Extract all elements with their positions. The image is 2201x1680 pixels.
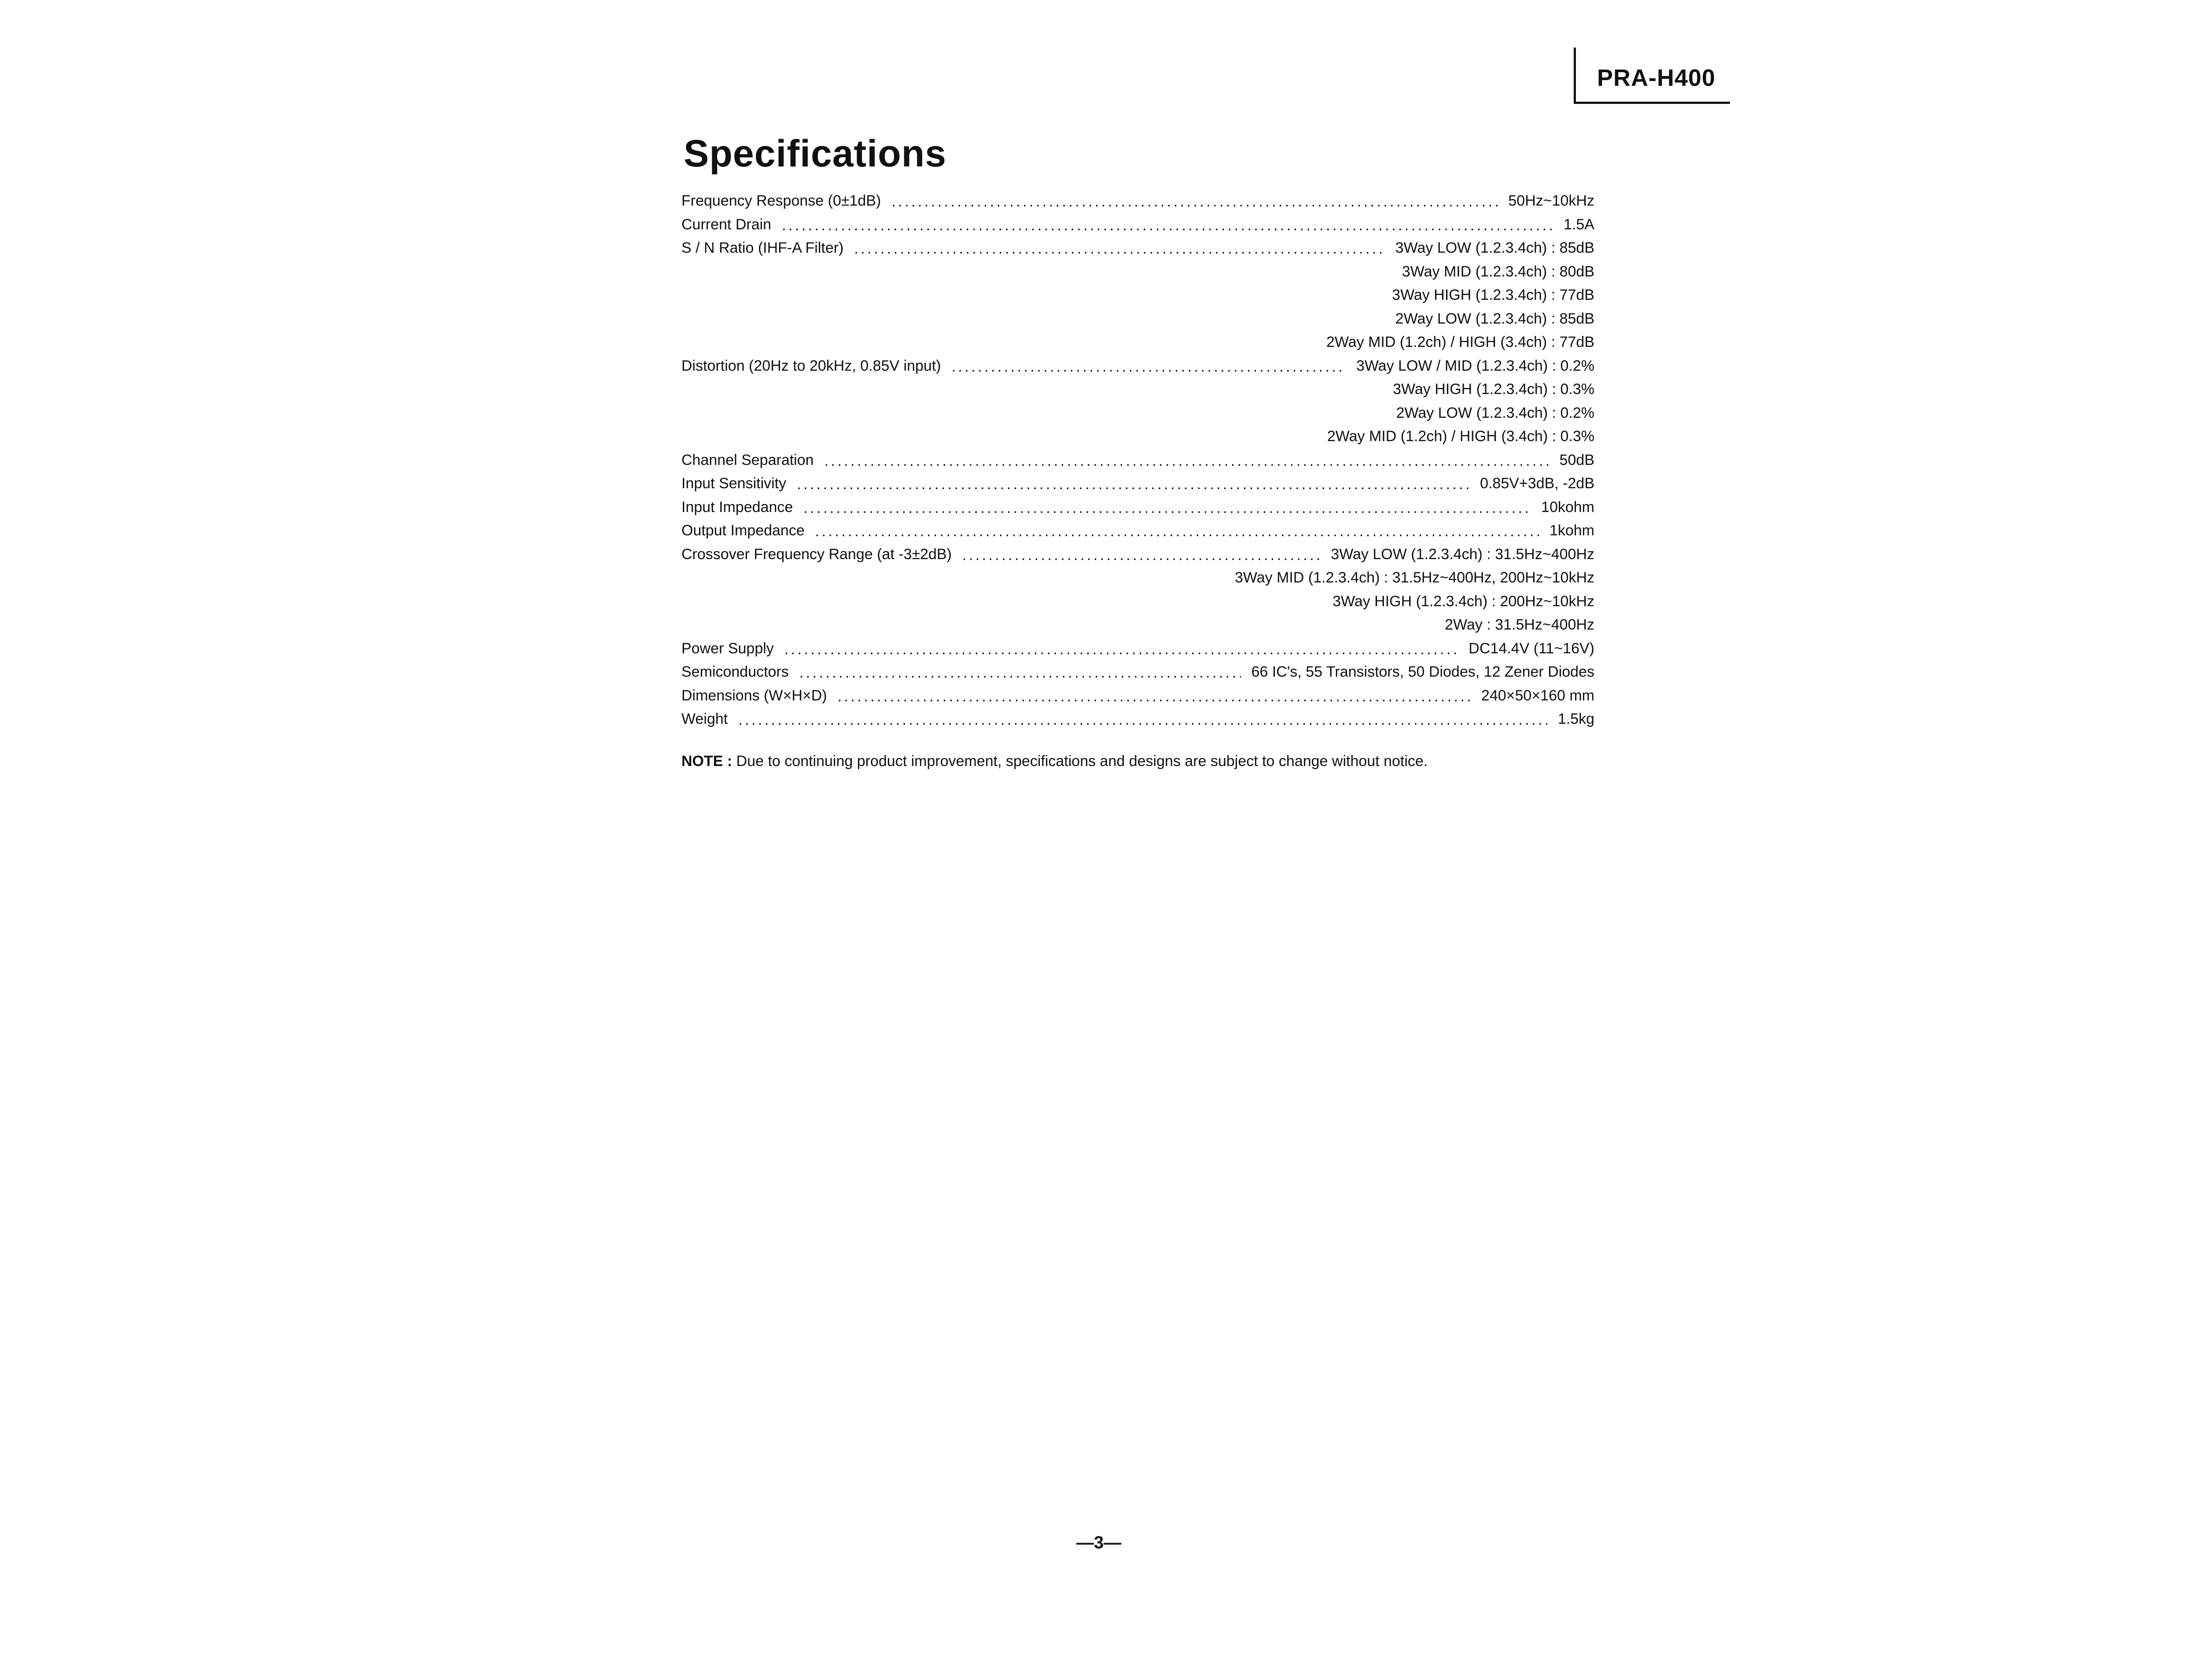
spec-value: DC14.4V (11~16V) [1469,640,1594,657]
model-number: PRA-H400 [1597,65,1716,91]
leader-dots [891,194,1498,209]
spec-value: 3Way LOW (1.2.3.4ch) : 85dB [1395,239,1594,256]
spec-value-continued: 2Way MID (1.2ch) / HIGH (3.4ch) : 0.3% [1327,428,1594,445]
spec-value-continued: 3Way MID (1.2.3.4ch) : 31.5Hz~400Hz, 200Hz~10kHz [1235,569,1594,586]
spec-row [681,637,1594,661]
leader-dots [784,642,1458,657]
spec-value-continued: 2Way LOW (1.2.3.4ch) : 0.2% [1396,404,1594,421]
spec-value-continued: 3Way HIGH (1.2.3.4ch) : 0.3% [1393,381,1594,398]
page-number: —3— [1076,1533,1122,1552]
spec-row [681,543,1594,567]
spec-value-continued: 3Way MID (1.2.3.4ch) : 80dB [1402,263,1594,280]
spec-row [681,519,1594,543]
spec-label: Weight [681,711,728,727]
spec-row [681,449,1594,472]
leader-dots [952,359,1346,374]
spec-row [681,236,1594,260]
spec-label: Output Impedance [681,522,805,539]
spec-value: 3Way LOW / MID (1.2.3.4ch) : 0.2% [1356,357,1594,374]
spec-label: Semiconductors [681,663,789,680]
spec-row [681,707,1594,731]
leader-dots [815,524,1539,539]
spec-value: 50Hz~10kHz [1508,192,1594,209]
spec-value: 1.5A [1564,216,1594,233]
spec-row [681,684,1594,708]
model-tab [1574,48,1730,104]
spec-label: Channel Separation [681,451,814,468]
spec-row [681,354,1594,378]
spec-row [681,472,1594,496]
specifications-list [681,189,1594,731]
leader-dots [838,689,1471,704]
spec-label: S / N Ratio (IHF-A Filter) [681,239,844,256]
spec-value-continued: 3Way HIGH (1.2.3.4ch) : 200Hz~10kHz [1332,593,1594,610]
spec-label: Input Impedance [681,498,793,516]
spec-value-continued: 2Way LOW (1.2.3.4ch) : 85dB [1395,310,1594,327]
spec-row [681,660,1594,684]
spec-label: Current Drain [681,216,772,233]
leader-dots [738,712,1547,727]
spec-label: Crossover Frequency Range (at -3±2dB) [681,545,952,563]
spec-value: 1.5kg [1557,711,1594,727]
spec-label: Distortion (20Hz to 20kHz, 0.85V input) [681,357,941,374]
spec-value: 10kohm [1541,498,1594,516]
spec-row [681,496,1594,519]
spec-value: 50dB [1559,451,1594,468]
spec-value: 3Way LOW (1.2.3.4ch) : 31.5Hz~400Hz [1331,545,1594,563]
note-prefix: NOTE : [681,753,732,770]
spec-value: 1kohm [1549,522,1594,539]
spec-label: Frequency Response (0±1dB) [681,192,881,209]
spec-value-continued: 2Way MID (1.2ch) / HIGH (3.4ch) : 77dB [1326,334,1594,350]
spec-row [681,189,1594,213]
note [681,753,1428,770]
spec-value-continued: 3Way HIGH (1.2.3.4ch) : 77dB [1392,287,1594,303]
leader-dots [797,477,1469,492]
leader-dots [782,218,1553,233]
leader-dots [962,548,1320,563]
leader-dots [803,501,1531,516]
spec-value: 66 IC's, 55 Transistors, 50 Diodes, 12 Zener Diodes [1251,663,1594,680]
spec-label: Input Sensitivity [681,475,787,492]
page-title: Specifications [684,133,947,175]
spec-value: 0.85V+3dB, -2dB [1480,475,1594,492]
leader-dots [799,665,1241,680]
spec-row [681,213,1594,237]
note-text: Due to continuing product improvement, specifications and designs are subject to change without notice. [732,753,1428,770]
leader-dots [824,453,1549,468]
spec-value-continued: 2Way : 31.5Hz~400Hz [1445,616,1594,633]
leader-dots [854,241,1384,256]
spec-label: Power Supply [681,640,774,657]
spec-value: 240×50×160 mm [1481,687,1594,704]
spec-label: Dimensions (W×H×D) [681,687,827,704]
